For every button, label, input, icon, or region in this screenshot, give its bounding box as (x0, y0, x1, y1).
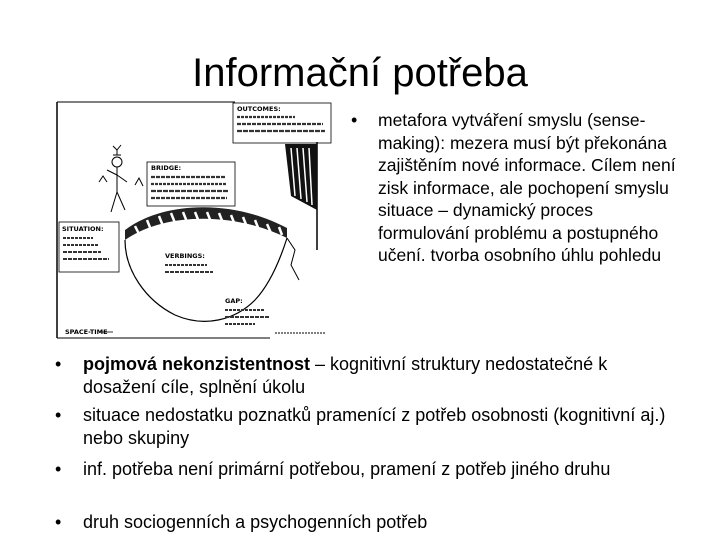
bullet-text: inf. potřeba není primární potřebou, pramení z potřeb jiného druhu (83, 459, 611, 479)
bullet-marker: • (55, 512, 62, 532)
verbings-heading: VERBINGS: (165, 252, 205, 260)
outcome-banner (285, 142, 317, 250)
bullet-knowledge-shortage (55, 404, 685, 449)
bullet-sense-making (351, 109, 681, 267)
verbings-lines (165, 265, 213, 272)
bullet-need-types (55, 511, 685, 534)
bridge-arc (125, 207, 287, 240)
slide-title: Informační potřeba (192, 50, 528, 95)
bullet-marker: • (55, 354, 62, 374)
gap-lines (225, 310, 269, 324)
bullet-text: metafora vytváření smyslu (sense-making): mezera musí být překonána zajištěním nové informace. Cílem není zisk informace, ale pochopení smyslu situace – dynamický proces formulování problému a postupného učení. tvorba osobního úhlu pohledu (378, 110, 676, 265)
cliff-edge (287, 238, 299, 280)
bullet-marker: • (55, 405, 62, 425)
bullet-text (83, 353, 685, 398)
gap-heading: GAP: (225, 297, 243, 305)
bullet-not-primary-need (55, 458, 685, 481)
space-time-label: SPACE-TIME (65, 328, 108, 336)
bullet-bold-term: pojmová nekonzistentnost (83, 354, 311, 374)
bullet-text: situace nedostatku poznatků pramenící z potřeb osobnosti (kognitivní aj.) nebo skupiny (83, 405, 666, 448)
situation-heading: SITUATION: (62, 225, 104, 233)
sense-making-diagram-svg (55, 100, 345, 340)
bullet-rest: – kognitivní struktury nedostatečné k dosažení cíle, splnění úkolu (83, 354, 608, 397)
bullet-marker: • (55, 459, 62, 479)
bridge-heading: BRIDGE: (151, 164, 182, 172)
bullet-text: druh sociogenních a psychogenních potřeb (83, 512, 428, 532)
sense-making-diagram (55, 100, 345, 340)
person-figure-icon (99, 145, 143, 212)
gap-outline (125, 238, 287, 321)
outcomes-heading: OUTCOMES: (237, 105, 281, 113)
bullet-conceptual-inconsistency (55, 353, 685, 398)
bullet-marker: • (351, 110, 358, 130)
